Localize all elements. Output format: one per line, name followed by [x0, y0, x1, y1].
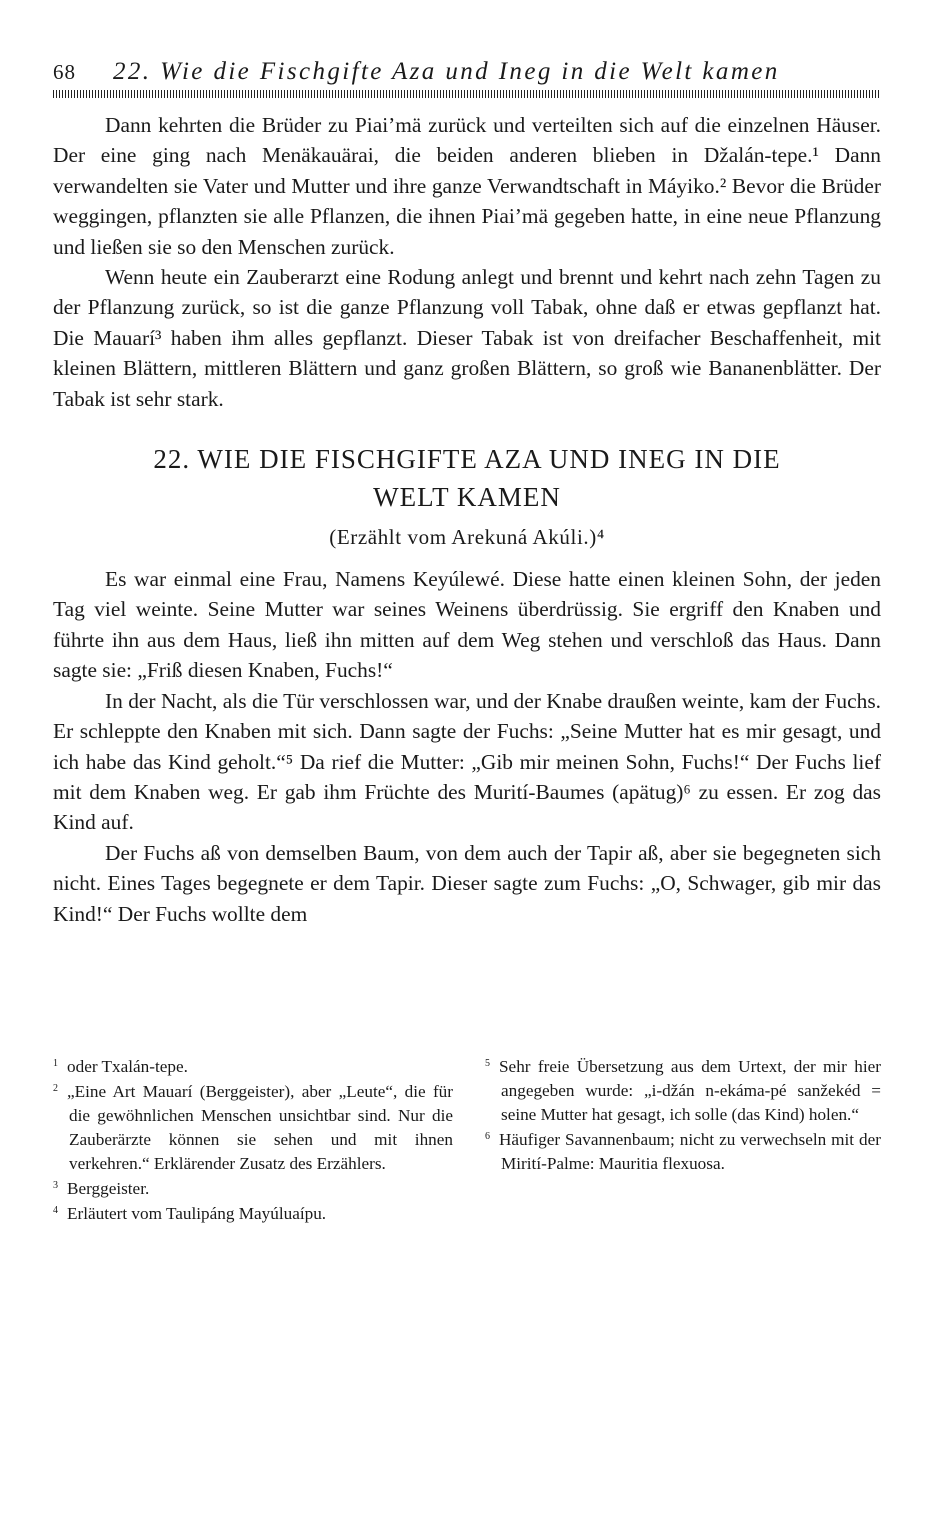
footnote-text: Erläutert vom Taulipáng Mayúluaípu.	[67, 1204, 327, 1223]
footnotes-right-column	[485, 1055, 881, 1227]
body-paragraph-2: In der Nacht, als die Tür verschlossen war, und der Knabe draußen weinte, kam der Fuchs. Er schleppte den Knaben mit sich. Dann sagte der Fuchs: „Seine Mutter hat es mir gesagt, und ich habe das Kind geholt.“⁵ Da rief die Mutter: „Gib mir meinen Sohn, Fuchs!“ Der Fuchs lief mit dem Knaben weg. Er gab ihm Früchte des Murití-Baumes (apätug)⁶ zu essen. Er zog das Kind auf.	[53, 688, 881, 835]
chapter-title	[53, 440, 881, 516]
chapter-title-line-2: WELT KAMEN	[373, 482, 561, 513]
footnote-text: Sehr freie Übersetzung aus dem Urtext, der mir hier angegeben wurde: „i-džán n-ekáma-pé sanžekéd = seine Mutter hat gesagt, ich solle (das Kind) holen.“	[499, 1057, 881, 1124]
footnote: $^6$ Häufiger Savannenbaum; nicht zu verwechseln mit der Mirití-Palme: Mauritia flexuosa.	[485, 1130, 881, 1173]
running-head	[53, 58, 881, 88]
footnote: $^3$ Berggeister.	[53, 1179, 150, 1198]
header-rule	[53, 90, 881, 98]
footnote: $^5$ Sehr freie Übersetzung aus dem Urtext, der mir hier angegeben wurde: „i-džán n-ekáma-pé sanžekéd = seine Mutter hat gesagt, ich solle (das Kind) holen.“	[485, 1057, 881, 1124]
footnote-text: Berggeister.	[67, 1179, 150, 1198]
footnote: $^1$ oder Txalán-tepe.	[53, 1057, 188, 1076]
footnote-text: Häufiger Savannenbaum; nicht zu verwechseln mit der Mirití-Palme: Mauritia flexuosa.	[499, 1130, 881, 1173]
running-title: 22. Wie die Fischgifte Aza und Ineg in die Welt kamen	[113, 58, 780, 85]
intro-paragraph-1: Dann kehrten die Brüder zu Piai’mä zurück und verteilten sich auf die einzelnen Häuser. Der eine ging nach Menäkauärai, die beiden anderen blieben in Džalán-tepe.¹ Dann verwandelten sie Vater und Mutter und ihre ganze Verwandtschaft in Máyiko.² Bevor die Brüder weggingen, pflanzten sie alle Pflanzen, die ihnen Piai’mä gegeben hatte, in eine neue Pflanzung und ließen sie so den Menschen zurück.	[53, 113, 881, 259]
footnote: $^4$ Erläutert vom Taulipáng Mayúluaípu.	[53, 1204, 327, 1223]
body-paragraph-1: Es war einmal eine Frau, Namens Keyúlewé. Diese hatte einen kleinen Sohn, der jeden Tag viel weinte. Seine Mutter war seines Weinens überdrüssig. Sie ergriff den Knaben und führte ihn aus dem Haus, ließ ihn mitten auf dem Weg stehen und verschloß das Haus. Dann sagte sie: „Friß diesen Knaben, Fuchs!“	[53, 567, 881, 683]
footnote-text: „Eine Art Mauarí (Berggeister), aber „Leute“, die für die gewöhnlichen Menschen unsichtbar sind. Nur die Zauberärzte können sie sehen und mit ihnen verkehren.“ Erklärender Zusatz des Erzählers.	[67, 1082, 453, 1173]
body-paragraph-3: Der Fuchs aß von demselben Baum, von dem auch der Tapir aß, aber sie begegneten sich nicht. Eines Tages begegnete er dem Tapir. Dieser sagte zum Fuchs: „O, Schwager, gib mir das Kind!“ Der Fuchs wollte dem	[53, 840, 881, 926]
page-number: 68	[53, 60, 76, 84]
footnotes	[53, 1055, 881, 1227]
chapter-title-line-1: 22. WIE DIE FISCHGIFTE AZA UND INEG IN DIE	[153, 444, 781, 475]
footnote-text: oder Txalán-tepe.	[67, 1057, 188, 1076]
chapter-byline: (Erzählt vom Arekuná Akúli.)⁴	[329, 525, 605, 550]
footnote: $^2$ „Eine Art Mauarí (Berggeister), aber „Leute“, die für die gewöhnlichen Menschen unsichtbar sind. Nur die Zauberärzte können sie sehen und mit ihnen verkehren.“ Erklärender Zusatz des Erzählers.	[53, 1082, 453, 1173]
footnotes-left-column	[53, 1055, 453, 1227]
book-page	[53, 58, 881, 929]
intro-paragraph-2: Wenn heute ein Zauberarzt eine Rodung anlegt und brennt und kehrt nach zehn Tagen zu der Pflanzung zurück, so ist die ganze Pflanzung voll Tabak, ohne daß er etwas gepflanzt hat. Die Mauarí³ haben ihm alles gepflanzt. Dieser Tabak ist von dreifacher Beschaffenheit, mit kleinen Blättern, mittleren Blättern und ganz großen Blättern, so groß wie Bananenblätter. Der Tabak ist sehr stark.	[53, 265, 881, 411]
